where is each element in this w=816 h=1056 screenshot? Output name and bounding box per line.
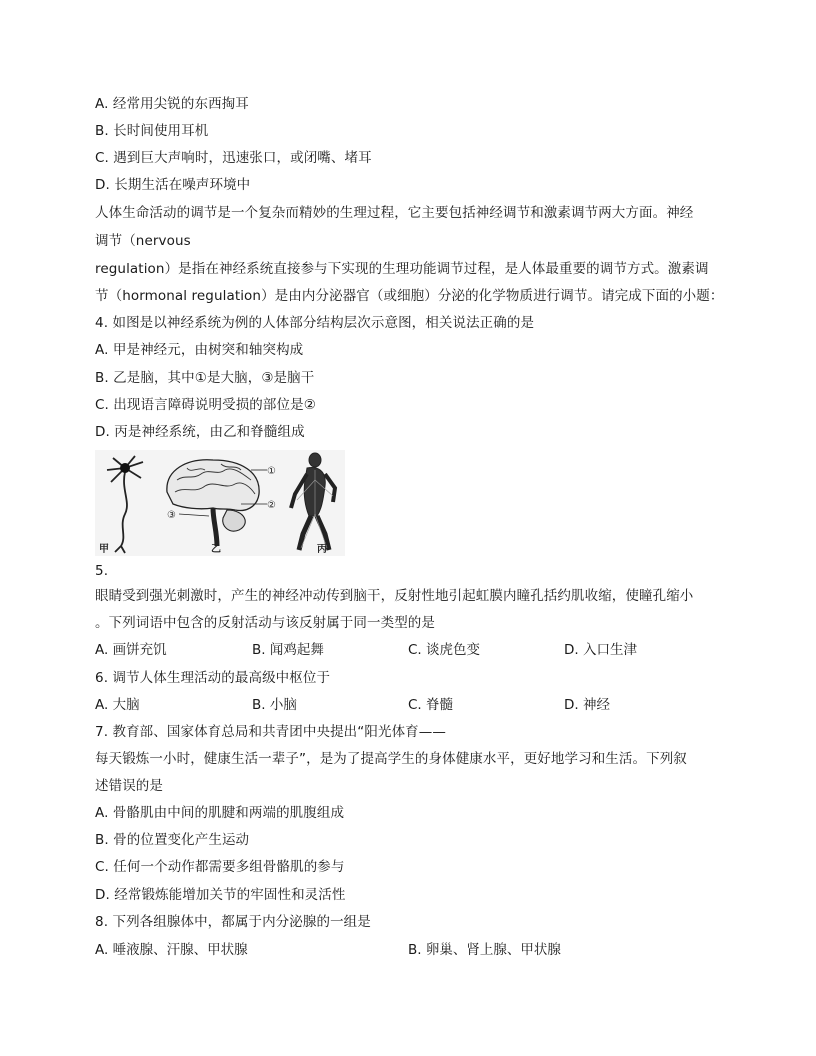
intro-line-3: regulation）是指在神经系统直接参与下实现的生理功能调节过程，是人体最重要的调节方式。激素调 — [95, 261, 709, 277]
figure-svg — [95, 450, 345, 556]
q4-option-a: A. 甲是神经元，由树突和轴突构成 — [95, 342, 304, 358]
nervous-system-figure — [95, 450, 345, 556]
q4-option-c: C. 出现语言障碍说明受损的部位是② — [95, 397, 316, 413]
q3-option-c: C. 遇到巨大声响时，迅速张口，或闭嘴、堵耳 — [95, 150, 372, 166]
intro-line-1: 人体生命活动的调节是一个复杂而精妙的生理过程，它主要包括神经调节和激素调节两大方面。神经 — [95, 205, 694, 221]
neuron-cell-body — [120, 463, 130, 473]
q8-option-b: B. 卵巢、肾上腺、甲状腺 — [408, 942, 561, 958]
q8-stem: 8. 下列各组腺体中，都属于内分泌腺的一组是 — [95, 914, 371, 930]
q6-option-a: A. 大脑 — [95, 697, 140, 713]
label-yi: 乙 — [211, 544, 221, 555]
q4-option-d: D. 丙是神经系统，由乙和脊髓组成 — [95, 424, 305, 440]
q6-stem: 6. 调节人体生理活动的最高级中枢位于 — [95, 670, 331, 686]
q7-line-2: 每天锻炼一小时，健康生活一辈子”，是为了提高学生的身体健康水平，更好地学习和生活。下列叙 — [95, 751, 687, 767]
q7-option-a: A. 骨骼肌由中间的肌腱和两端的肌腹组成 — [95, 805, 345, 821]
q7-option-c: C. 任何一个动作都需要多组骨骼肌的参与 — [95, 859, 345, 875]
q8-option-a: A. 唾液腺、汗腺、甲状腺 — [95, 942, 248, 958]
q5-option-b: B. 闻鸡起舞 — [252, 642, 324, 658]
label-jia: 甲 — [99, 544, 109, 555]
q5-option-a: A. 画饼充饥 — [95, 642, 167, 658]
q5-option-d: D. 入口生津 — [564, 642, 637, 658]
q3-option-a: A. 经常用尖锐的东西掏耳 — [95, 96, 249, 112]
q7-option-d: D. 经常锻炼能增加关节的牢固性和灵活性 — [95, 887, 346, 903]
q7-option-b: B. 骨的位置变化产生运动 — [95, 832, 250, 848]
q6-option-b: B. 小脑 — [252, 697, 297, 713]
q6-option-c: C. 脊髓 — [408, 697, 454, 713]
brain-drawing — [167, 460, 259, 511]
q7-line-1: 7. 教育部、国家体育总局和共青团中央提出“阳光体育—— — [95, 724, 446, 740]
q5-line-2: 。下列词语中包含的反射活动与该反射属于同一类型的是 — [95, 615, 435, 631]
intro-line-2: 调节（nervous — [95, 233, 191, 249]
q7-line-3: 述错误的是 — [95, 778, 163, 794]
q3-option-b: B. 长时间使用耳机 — [95, 123, 209, 139]
q6-option-d: D. 神经 — [564, 697, 610, 713]
q5-option-c: C. 谈虎色变 — [408, 642, 481, 658]
label-mark-3: ③ — [167, 510, 176, 521]
q4-stem: 4. 如图是以神经系统为例的人体部分结构层次示意图，相关说法正确的是 — [95, 315, 535, 331]
intro-line-4: 节（hormonal regulation）是由内分泌器官（或细胞）分泌的化学物质进行调节。请完成下面的小题： — [95, 288, 724, 304]
label-bing: 丙 — [317, 544, 327, 555]
q5-number: 5. — [95, 563, 109, 579]
q4-option-b: B. 乙是脑，其中①是大脑，③是脑干 — [95, 370, 315, 386]
label-mark-2: ② — [267, 500, 276, 511]
label-mark-1: ① — [267, 466, 276, 477]
q3-option-d: D. 长期生活在噪声环境中 — [95, 177, 251, 193]
q5-line-1: 眼睛受到强光刺激时，产生的神经冲动传到脑干，反射性地引起虹膜内瞳孔括约肌收缩，使瞳孔缩小 — [95, 588, 694, 604]
